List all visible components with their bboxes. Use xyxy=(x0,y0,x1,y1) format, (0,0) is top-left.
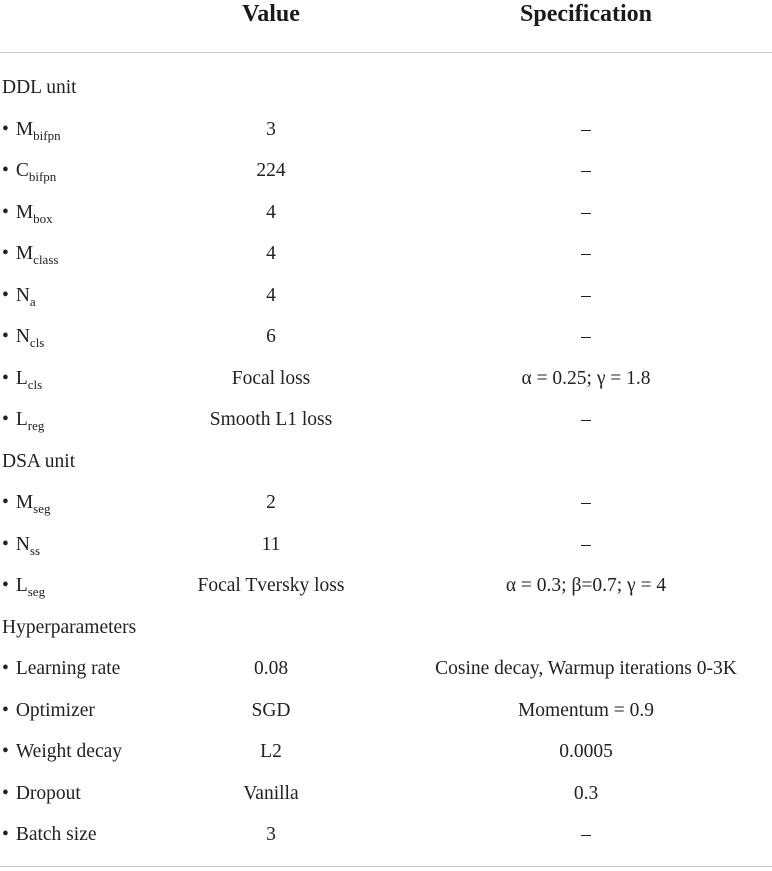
parameter-name xyxy=(2,358,42,401)
value-cell: 224 xyxy=(256,160,286,181)
table-row xyxy=(0,648,772,690)
value-cell: 4 xyxy=(266,243,276,264)
bullet-icon: • xyxy=(2,243,9,264)
parameter-symbol: M xyxy=(15,201,34,223)
table-row xyxy=(0,109,772,151)
value-cell: 3 xyxy=(266,824,276,845)
value-cell: L2 xyxy=(260,741,282,762)
table-row xyxy=(0,731,772,773)
bullet-icon: • xyxy=(2,284,9,306)
specification-cell: – xyxy=(581,824,591,845)
section-label xyxy=(2,67,77,109)
table-row xyxy=(0,233,772,275)
table-row xyxy=(0,814,772,856)
parameter-subscript: box xyxy=(33,210,53,226)
section-row xyxy=(0,441,772,483)
value-cell: 4 xyxy=(266,284,276,306)
parameter-subscript: seg xyxy=(27,584,46,599)
value-cell: 11 xyxy=(261,533,281,555)
parameter-name xyxy=(2,275,36,318)
parameter-name xyxy=(2,233,58,276)
bullet-icon: • xyxy=(2,699,9,721)
section-row xyxy=(0,607,772,649)
parameter-subscript: a xyxy=(29,293,36,309)
table-row xyxy=(0,150,772,192)
table-row xyxy=(0,690,772,732)
section-label xyxy=(2,441,75,483)
section-label-text: Hyperparameters xyxy=(2,616,137,638)
specification-cell: Momentum = 0.9 xyxy=(517,699,655,721)
specification-cell: Cosine decay, Warmup iterations 0-3K xyxy=(435,658,737,679)
specification-cell: α = 0.3; β=0.7; γ = 4 xyxy=(505,575,667,596)
bullet-icon: • xyxy=(2,824,9,845)
table-row xyxy=(0,524,772,566)
parameter-subscript: cls xyxy=(29,335,45,350)
bullet-icon: • xyxy=(2,160,9,181)
specification-cell: – xyxy=(581,492,591,513)
bullet-icon: • xyxy=(2,409,9,430)
parameter-name xyxy=(2,814,97,856)
parameter-subscript: seg xyxy=(33,501,51,516)
bullet-icon: • xyxy=(2,782,9,804)
parameter-name xyxy=(2,109,61,152)
table-row xyxy=(0,482,772,524)
table-row xyxy=(0,399,772,441)
table-row xyxy=(0,773,772,815)
parameter-name xyxy=(2,773,81,815)
specification-cell: – xyxy=(581,409,591,430)
bullet-icon: • xyxy=(2,492,9,513)
specification-cell: 0.3 xyxy=(573,782,599,804)
parameter-subscript: ss xyxy=(29,542,41,558)
parameter-name xyxy=(2,150,56,193)
specification-cell: – xyxy=(581,284,591,306)
bullet-icon: • xyxy=(2,533,9,555)
parameter-symbol: N xyxy=(15,284,30,306)
parameter-name xyxy=(2,565,45,608)
value-cell: 0.08 xyxy=(253,658,289,679)
specification-cell: – xyxy=(581,118,591,140)
specification-cell: 0.0005 xyxy=(559,741,613,762)
bullet-icon: • xyxy=(2,741,9,762)
specification-cell: – xyxy=(581,160,591,181)
parameter-name xyxy=(2,731,122,773)
specification-cell: – xyxy=(581,326,591,347)
value-cell: Focal Tversky loss xyxy=(197,575,345,596)
specification-cell: – xyxy=(581,533,591,555)
parameter-symbol: N xyxy=(15,533,30,555)
table-row xyxy=(0,316,772,358)
parameter-symbol: Learning rate xyxy=(15,658,121,679)
parameter-symbol: Weight decay xyxy=(15,741,123,762)
parameter-name xyxy=(2,482,51,525)
section-label xyxy=(2,607,136,649)
parameter-name xyxy=(2,648,120,690)
table-row xyxy=(0,192,772,234)
parameter-symbol: Dropout xyxy=(15,782,81,804)
parameter-symbol: M xyxy=(15,243,34,264)
value-cell: Vanilla xyxy=(243,782,299,804)
parameter-symbol: M xyxy=(15,118,34,140)
header-value: Value xyxy=(242,1,300,27)
parameter-symbol: Optimizer xyxy=(15,699,95,721)
table-row xyxy=(0,565,772,607)
parameter-symbol: L xyxy=(15,409,28,430)
bullet-icon: • xyxy=(2,658,9,679)
parameter-subscript: cls xyxy=(27,376,43,392)
section-label-text: DSA unit xyxy=(2,450,76,472)
value-cell: 4 xyxy=(266,201,276,223)
bullet-icon: • xyxy=(2,201,9,223)
header-specification: Specification xyxy=(520,1,652,27)
specification-cell: α = 0.25; γ = 1.8 xyxy=(521,367,651,389)
parameter-subscript: class xyxy=(33,252,59,267)
parameter-subscript: bifpn xyxy=(28,169,57,184)
table-row xyxy=(0,358,772,400)
table-header xyxy=(0,0,772,53)
specification-cell: – xyxy=(581,201,591,223)
value-cell: 6 xyxy=(266,326,276,347)
parameter-symbol: N xyxy=(15,326,30,347)
parameter-symbol: L xyxy=(15,575,28,596)
value-cell: SGD xyxy=(251,699,291,721)
value-cell: Smooth L1 loss xyxy=(209,409,333,430)
value-cell: 3 xyxy=(266,118,276,140)
parameter-symbol: L xyxy=(15,367,28,389)
parameter-name xyxy=(2,399,44,442)
parameter-name xyxy=(2,690,95,732)
bullet-icon: • xyxy=(2,575,9,596)
specification-cell: – xyxy=(581,243,591,264)
bullet-icon: • xyxy=(2,118,9,140)
parameter-name xyxy=(2,524,40,567)
parameter-symbol: Batch size xyxy=(15,824,97,845)
value-cell: Focal loss xyxy=(231,367,311,389)
parameter-symbol: C xyxy=(15,160,29,181)
value-cell: 2 xyxy=(266,492,276,513)
parameter-symbol: M xyxy=(15,492,34,513)
parameter-subscript: bifpn xyxy=(33,127,61,143)
section-row xyxy=(0,67,772,109)
bullet-icon: • xyxy=(2,367,9,389)
parameter-name xyxy=(2,316,44,359)
bottom-rule xyxy=(0,866,772,867)
table-body xyxy=(0,67,772,856)
bullet-icon: • xyxy=(2,326,9,347)
parameter-subscript: reg xyxy=(27,418,45,433)
section-label-text: DDL unit xyxy=(2,77,77,98)
table-row xyxy=(0,275,772,317)
parameter-name xyxy=(2,192,53,235)
